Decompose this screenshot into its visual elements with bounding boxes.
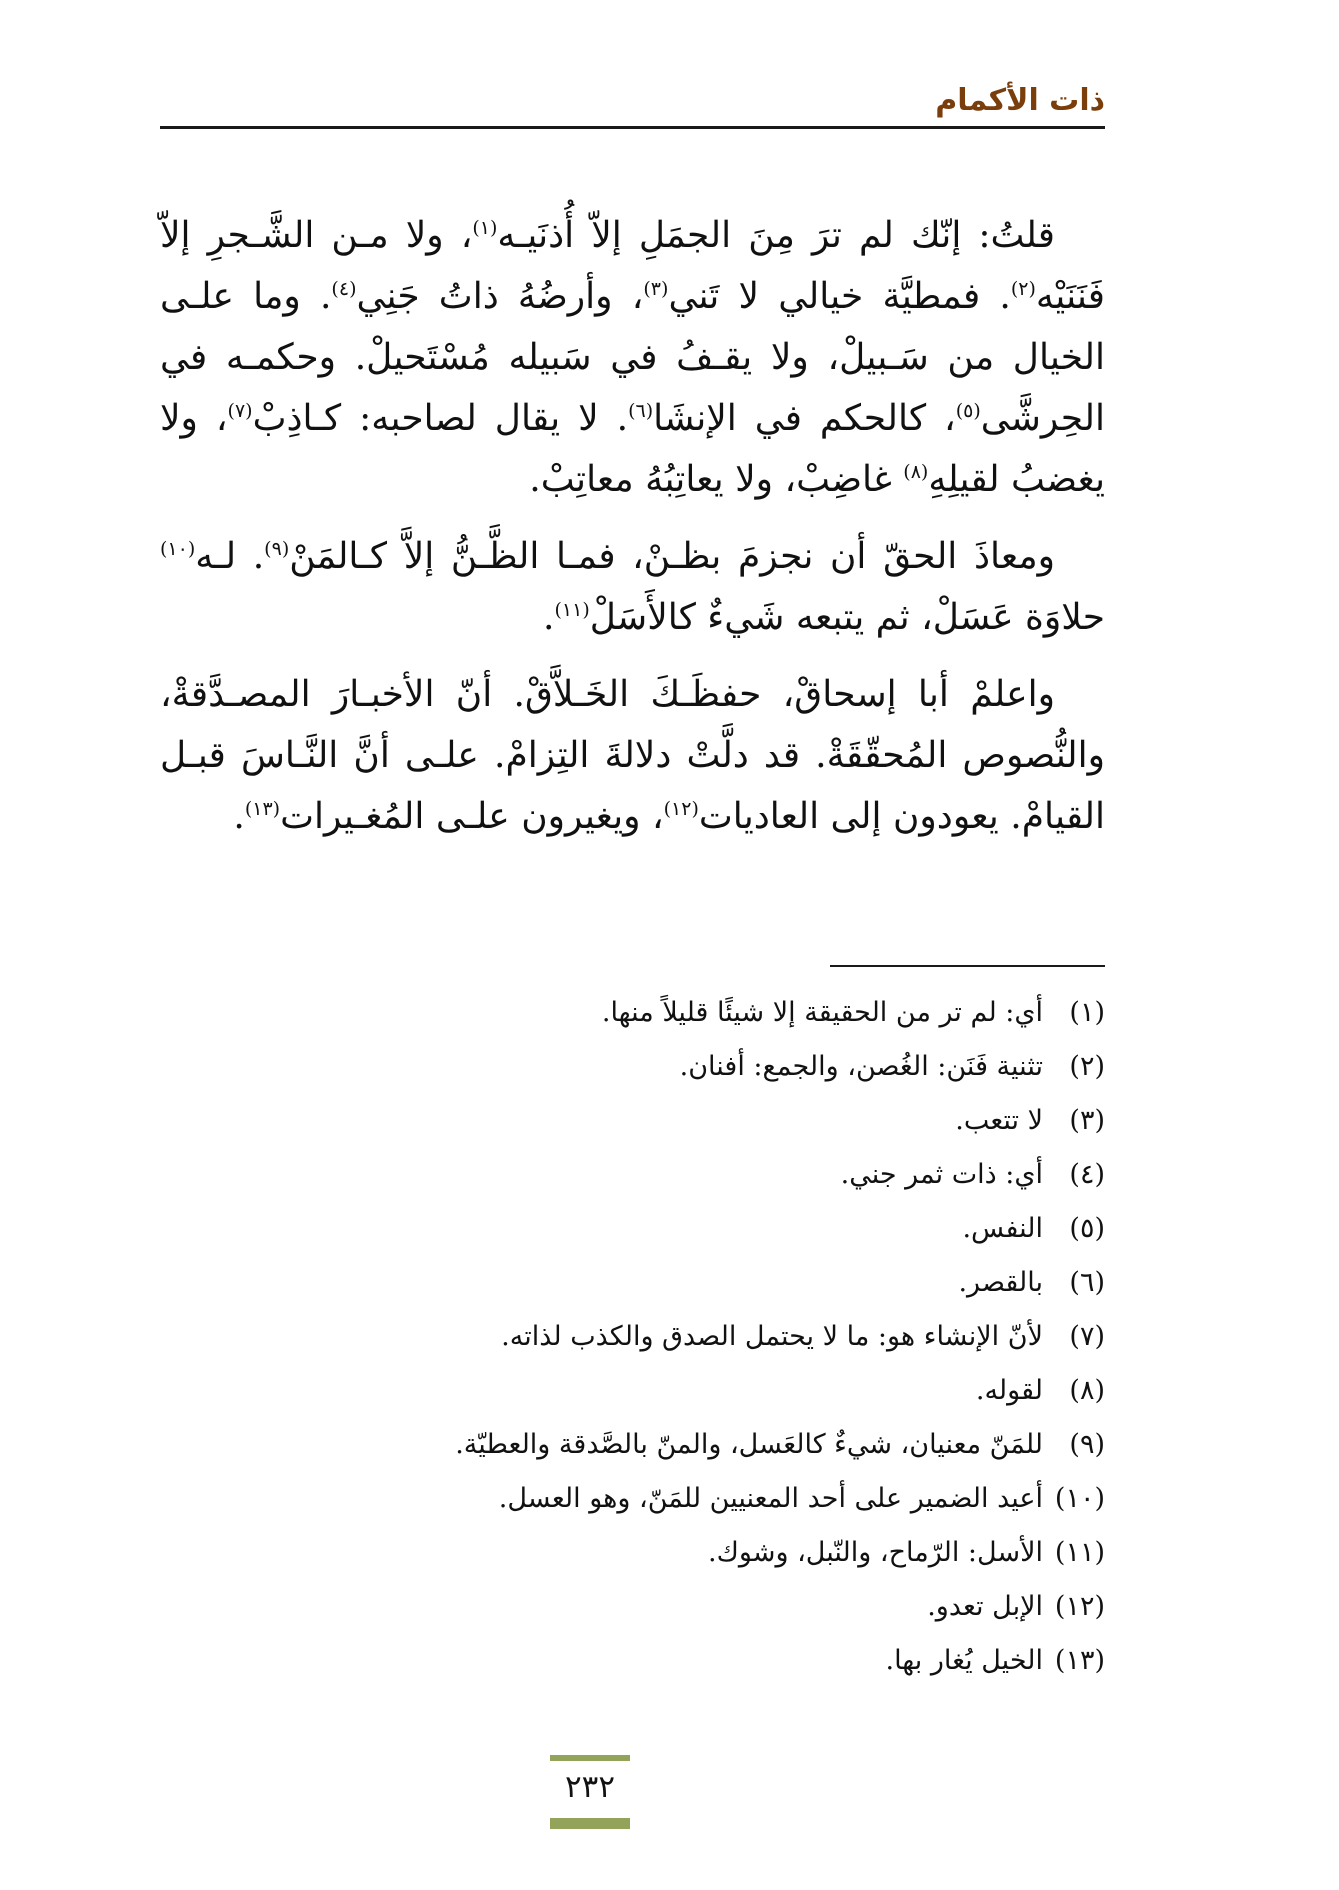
footnote-marker: (٧) (227, 400, 253, 422)
footnote-marker: (٨) (903, 461, 929, 483)
text-segment: غاضِبْ، ولا يعاتِبُهُ معاتِبْ. (529, 459, 904, 500)
footnote-item (345, 1093, 1105, 1147)
text-segment: . (233, 796, 245, 837)
page-number-bar-bottom (550, 1818, 630, 1829)
text-segment: . فمطيَّة خيالي لا تَني (668, 276, 1011, 317)
header-rule (160, 126, 1105, 129)
text-segment: قلتُ: إنّك لم ترَ مِنَ الجمَلِ إلاّ أُذنَيـه (497, 215, 1056, 256)
body-paragraph (160, 664, 1105, 847)
footnote-marker: (١٣) (244, 798, 281, 820)
footnote-marker: (١) (472, 217, 498, 239)
footnote-text: أي: ذات ثمر جني. (840, 1158, 1043, 1190)
footnote-number: (٩) (1069, 1428, 1105, 1460)
text-segment: . لا يقال لصاحبه: كـاذِبْ (252, 398, 629, 439)
footnotes-list (345, 985, 1105, 1687)
footnote-marker: (٢) (1010, 278, 1036, 300)
body-paragraph (160, 205, 1105, 510)
text-segment: ، ولا يغضبُ لقيلِهِ (160, 398, 1105, 500)
footnote-item (345, 1579, 1105, 1633)
footnote-item (345, 1525, 1105, 1579)
footnote-text: أعيد الضمير على أحد المعنيين للمَنّ، وهو العسل. (498, 1482, 1043, 1514)
text-segment: ، وأرضُهُ ذاتُ جَنِي (356, 276, 644, 317)
footnote-marker: (٣) (643, 278, 669, 300)
footnote-number: (١) (1069, 996, 1105, 1028)
footnote-marker: (٥) (955, 400, 981, 422)
footnote-item (345, 1255, 1105, 1309)
main-text (160, 205, 1105, 847)
footnote-text: الإبل تعدو. (927, 1590, 1043, 1622)
text-segment: واعلمْ أبا إسحاقْ، حفظَـكَ الخَـلاَّقْ. أنّ الأخبـارَ المصـدَّقةْ، والنُّصوص المُحقّقَةْ. قد دلَّتْ دلالةَ التِزامْ. علـى أنَّ النَّـاسَ قبـل القيامْ. يعودون إلى العاديات (160, 674, 1105, 837)
footnote-marker: (٦) (628, 400, 654, 422)
footnote-text: النفس. (962, 1212, 1043, 1244)
text-segment: . (543, 597, 555, 638)
footnote-item (345, 1201, 1105, 1255)
footnote-number: (٣) (1069, 1104, 1105, 1136)
footnote-item (345, 1363, 1105, 1417)
footnote-number: (١٠) (1054, 1482, 1105, 1514)
footnote-number: (٢) (1069, 1050, 1105, 1082)
footnote-number: (١٣) (1054, 1644, 1105, 1676)
footnote-item (345, 1309, 1105, 1363)
footnote-number: (٥) (1069, 1212, 1105, 1244)
page-number-bar-top (550, 1755, 630, 1761)
footnote-marker: (٤) (331, 278, 357, 300)
running-header-title: ذات الأكمام (935, 83, 1105, 118)
footnote-text: الخيل يُغار بها. (885, 1644, 1043, 1676)
footnote-item (345, 1147, 1105, 1201)
text-segment: ، ولا مـن الشَّـجرِ إلاّ فَنَنَيْه (160, 215, 1106, 317)
footnote-marker: (٩) (264, 538, 290, 560)
text-segment: حلاوَة عَسَلْ، ثم يتبعه شَيءٌ كالأَسَلْ (589, 597, 1105, 638)
footnote-text: تثنية فَنَن: الغُصن، والجمع: أفنان. (679, 1050, 1043, 1082)
text-segment: ومعاذَ الحقّ أن نجزمَ بظـنْ، فمـا الظَّـنُّ إلاَّ كـالمَنْ (289, 536, 1055, 577)
footnote-text: أي: لم تر من الحقيقة إلا شيئًا قليلاً منها. (601, 996, 1043, 1028)
footnote-item (345, 985, 1105, 1039)
text-segment: . لـه (195, 536, 265, 577)
footnote-marker: (١٠) (160, 538, 196, 560)
footnote-number: (٤) (1069, 1158, 1105, 1190)
footnote-number: (٨) (1069, 1374, 1105, 1406)
footnote-number: (٧) (1069, 1320, 1105, 1352)
text-segment: . وما علـى الخيال من سَـبيلْ، ولا يقـفُ في سَبيله مُسْتَحيلْ. وحكمـه في الحِرشَّى (160, 276, 1105, 439)
text-segment: ، ويغيرون علـى المُغـيرات (280, 796, 664, 837)
footnote-number: (١٢) (1054, 1590, 1105, 1622)
page-number: ٢٣٢ (565, 1769, 615, 1805)
footnote-text: بالقصر. (958, 1266, 1043, 1298)
text-segment: ، كالحكم في الإنشَا (653, 398, 956, 439)
footnote-text: لأنّ الإنشاء هو: ما لا يحتمل الصدق والكذب لذاته. (501, 1320, 1043, 1352)
footnote-text: للمَنّ معنيان، شيءٌ كالعَسل، والمنّ بالصَّدقة والعطيّة. (455, 1428, 1043, 1460)
footnote-number: (١١) (1054, 1536, 1105, 1568)
footnote-item (345, 1039, 1105, 1093)
footnote-separator (830, 965, 1105, 967)
footnote-marker: (١١) (554, 599, 590, 621)
body-paragraph (160, 526, 1105, 648)
footnote-text: لا تتعب. (955, 1104, 1043, 1136)
footnote-item (345, 1417, 1105, 1471)
footnote-number: (٦) (1069, 1266, 1105, 1298)
footnote-item (345, 1633, 1105, 1687)
footnote-text: الأسل: الرّماح، والنّبل، وشوك. (708, 1536, 1043, 1568)
footnote-item (345, 1471, 1105, 1525)
footnote-text: لقوله. (975, 1374, 1043, 1406)
footnote-marker: (١٢) (663, 798, 699, 820)
